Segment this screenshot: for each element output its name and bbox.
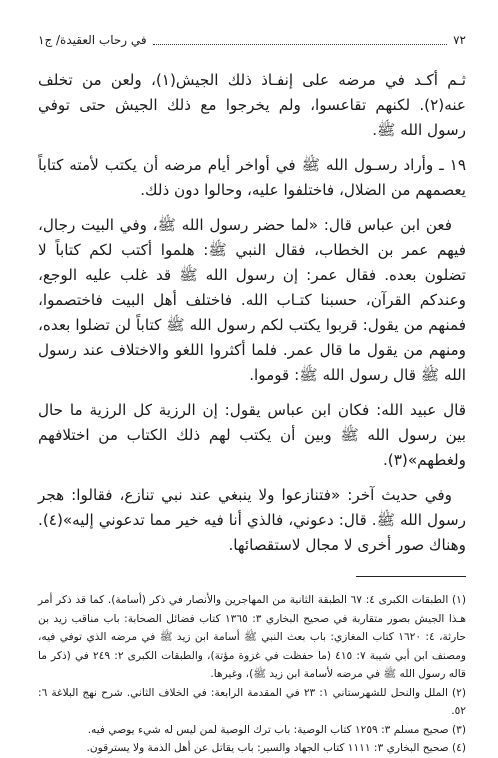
- header-dotted-leader: [153, 36, 447, 45]
- footnote-2: (٢) الملل والنحل للشهرستاني ١: ٢٣ في المقدمة الرابعة: في الخلاف الثاني. شرح نهج البلاغة ٦: ٥٢.: [38, 686, 467, 717]
- paragraph-ubaydullah: قال عبيد الله: فكان ابن عباس يقول: إن الرزية كل الرزية ما حال بين رسول الله ﷺ وبين أن يكتب لهم ذلك الكتاب من اختلافهم ولغطهم»(٣).: [38, 401, 466, 469]
- footnote-4: (٤) صحيح البخاري ٣: ١١١١ كتاب الجهاد والسير: باب يقاتل عن أهل الذمة ولا يسترقون.: [86, 742, 466, 754]
- page-number: ٧٢: [453, 33, 466, 47]
- paragraph-19-writing: ١٩ ـ وأراد رسـول الله ﷺ في أواخر أيام مرضه أن يكتب لأمته كتاباً يعصمهم من الضلال، فاختلفوا عليه، وحالوا دون ذلك.: [38, 156, 466, 199]
- paragraph-ibn-abbas-hadith: فعن ابن عباس قال: «لما حضر رسول الله ﷺ، وفي البيت رجال، فيهم عمر بن الخطاب، فقال النبي ﷺ: هلموا أكتب لكم كتاباً لا تضلون بعده. فقال عمر: إن رسول الله ﷺ قد غلب عليه الوجع، وعندكم القرآن، حسبنا كتـاب الله. فاختلف أهل البيت فاختصموا، فمنهم من يقول: قربوا يكتب لكم رسول الله ﷺ كتاباً لن تضلوا بعده، ومنهم من يقول ما قال عمر. فلما أكثروا اللغو والاختلاف عند رسول الله ﷺ قال رسول الله ﷺ: قوموا.: [38, 216, 466, 384]
- paragraph-army: ثـم أكـد في مرضه على إنفـاذ ذلك الجيش(١)، ولعن من تخلف عنه(٢). لكنهم تقاعسوا، ولم يخرجوا مع ذلك الجيش حتى توفي رسول الله ﷺ.: [38, 71, 466, 139]
- running-header: [38, 30, 466, 50]
- paragraph-another-hadith: وفي حديث آخر: «فتنازعوا ولا ينبغي عند نبي تنازع، فقالوا: هجر رسول الله ﷺ. قال: دعوني، فالذي أنا فيه خير مما تدعوني إليه»(٤). وهناك صور أخرى لا مجال لاستقصائها.: [38, 486, 466, 554]
- footnote-divider: [356, 576, 466, 577]
- running-title: في رحاب العقيدة/ ج١: [38, 33, 147, 47]
- footnote-1: (١) الطبقات الكبرى ٤: ٦٧ الطبقة الثانية من المهاجرين والأنصار في ذكر (أسامة). كما قد ذكر أمر هـذا الجيش بصور متقاربة في صحيح البخاري ٣: ١٣٦٥ كتاب فضائل الصحابة: باب مناقب زيد بن حارثة، ٤: ١٦٢٠ كتاب المغازي: باب بعث النبي ﷺ أسامة ابن زيد ﷺ في مرضه الذي توفي فيه، ومصنف ابن أبي شيبة ٧: ٤١٥ (ما حفظت في غزوة مؤتة)، والطبقات الكبرى ٢: ٢٤٩ في (ذكر ما قاله رسول الله ﷺ في مرضه لأسامة ابن زيد ﷺ)، وغيرها.: [38, 594, 467, 680]
- book-page: [38, 30, 466, 758]
- main-text: [38, 68, 466, 558]
- footnotes: [38, 591, 466, 758]
- footnote-3: (٣) صحيح مسلم ٣: ١٢٥٩ كتاب الوصية: باب ترك الوصية لمن ليس له شيء يوصي فيه.: [87, 723, 466, 736]
